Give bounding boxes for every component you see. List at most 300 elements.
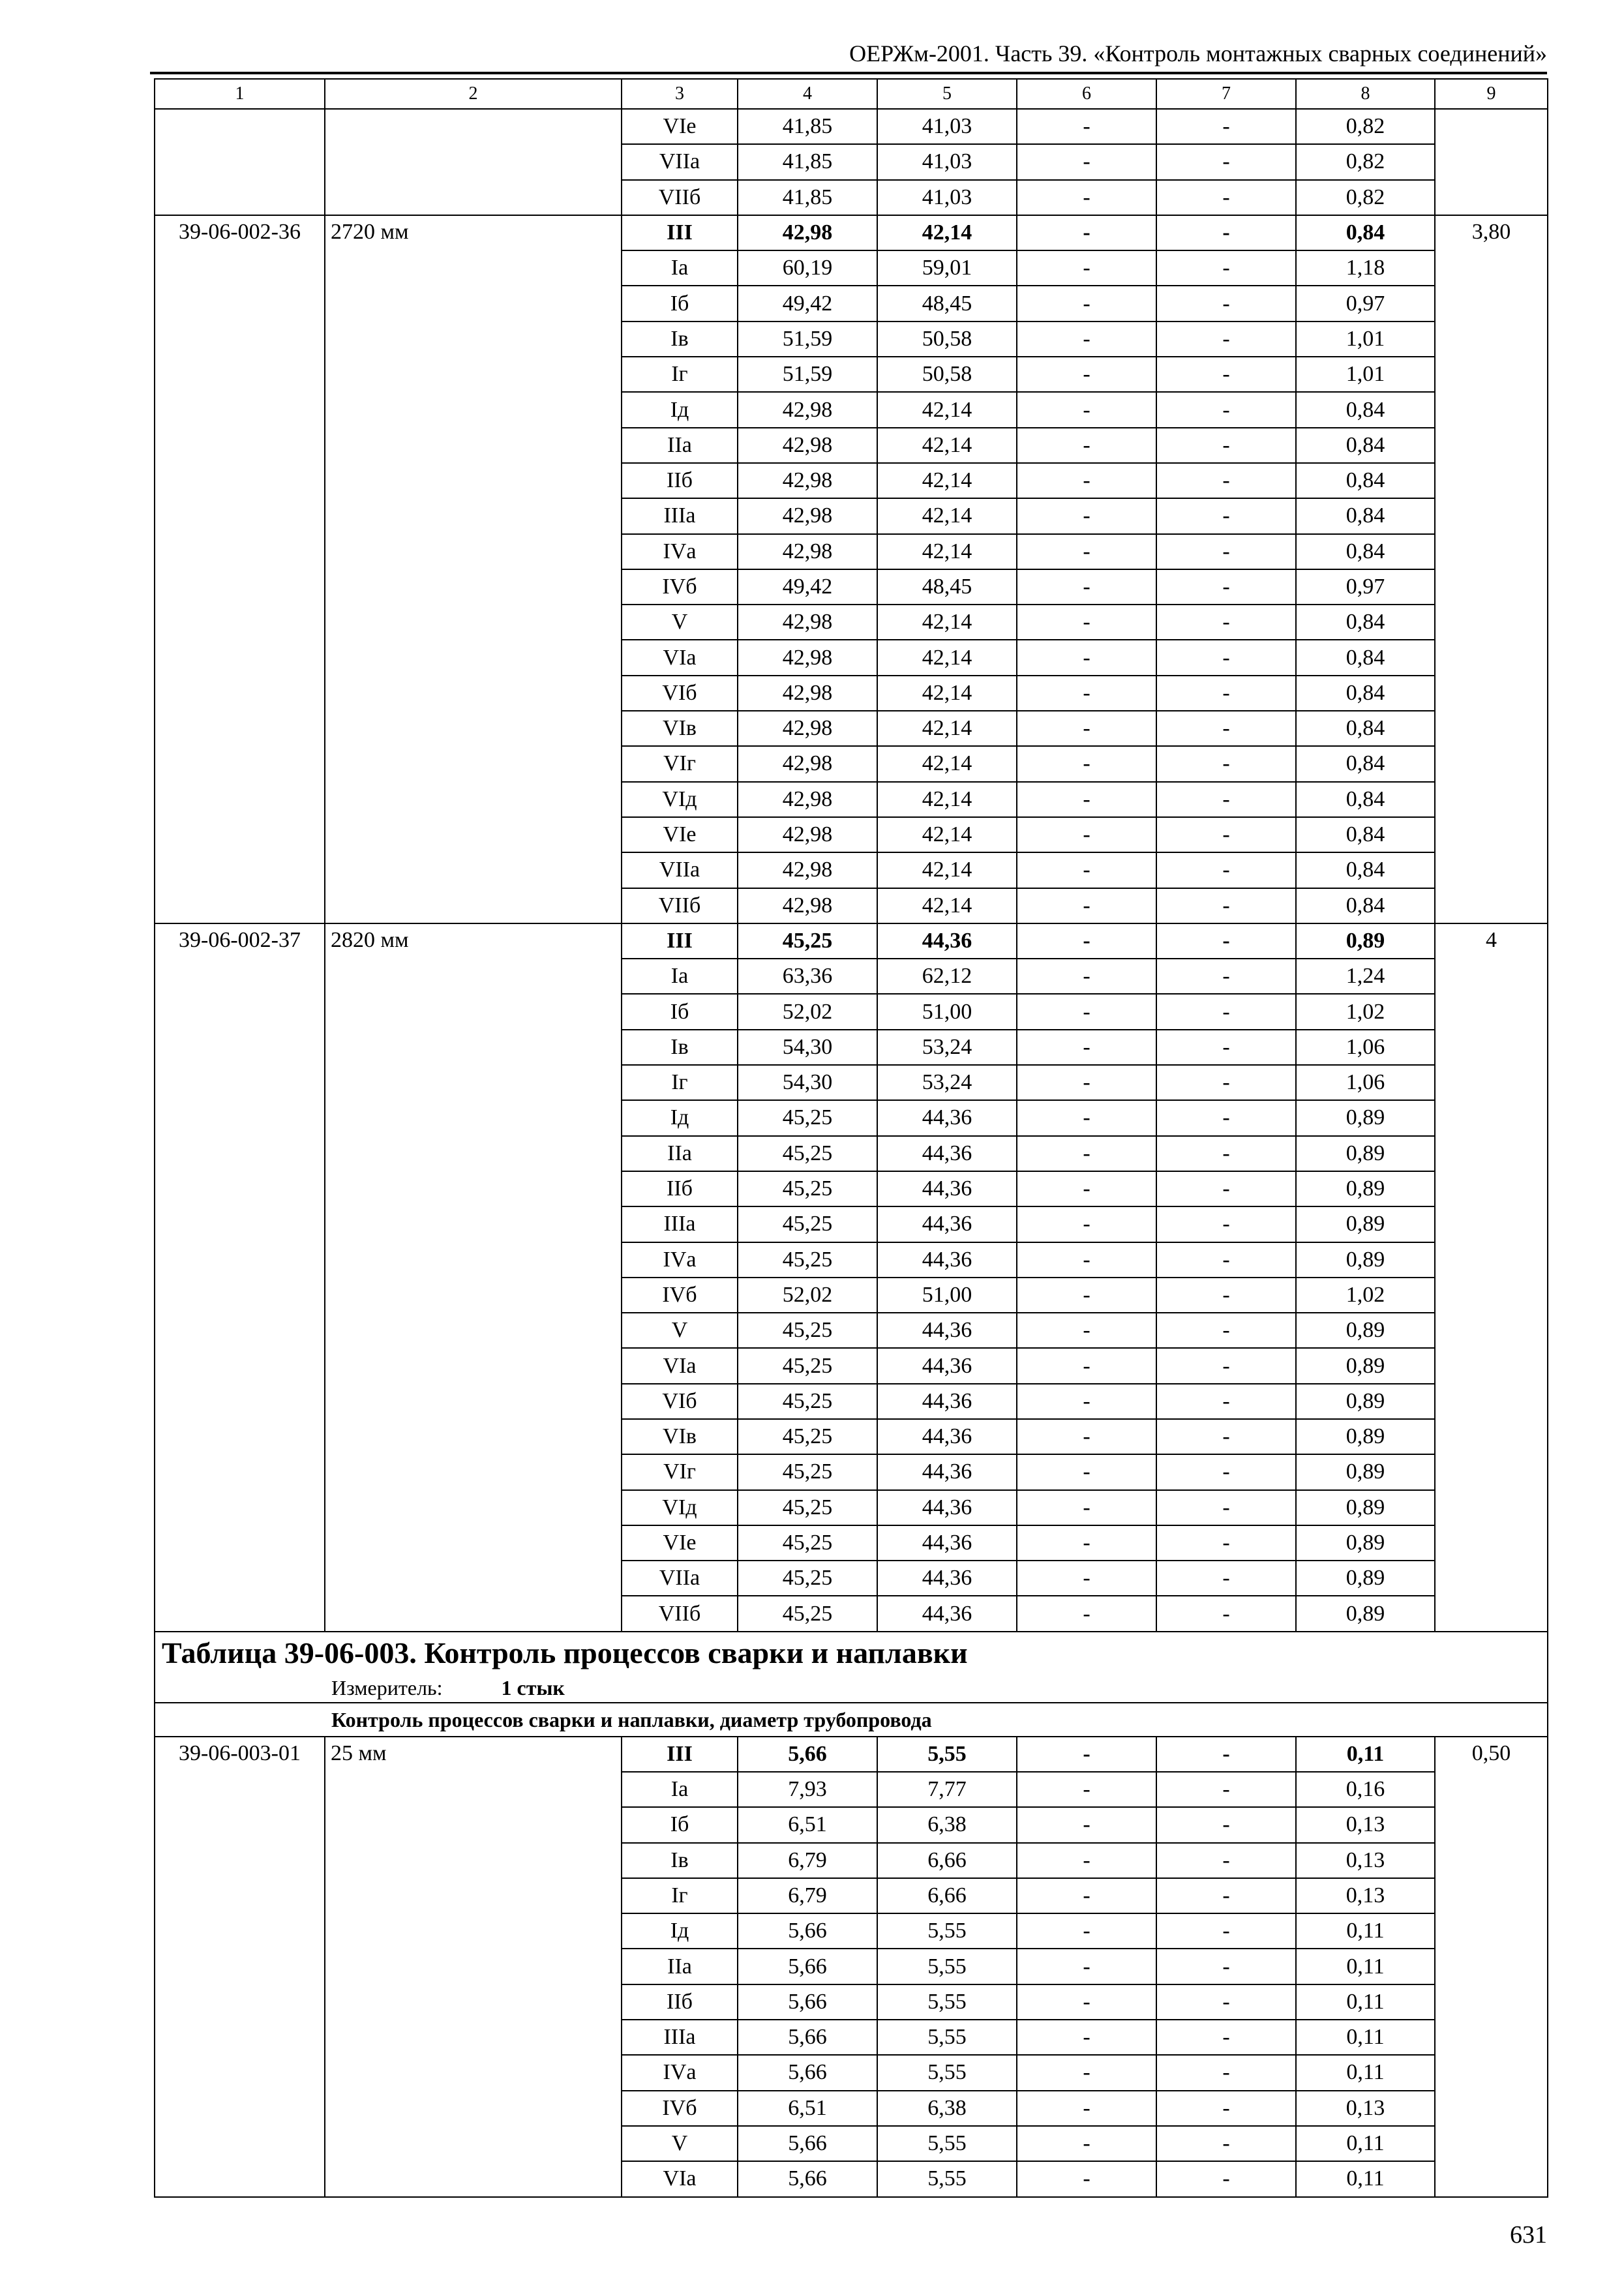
wages: 42,14	[877, 605, 1017, 640]
table-row	[155, 215, 1548, 250]
direct-costs: 42,98	[738, 215, 877, 250]
direct-costs: 42,98	[738, 676, 877, 711]
machine-costs: -	[1017, 1949, 1156, 1984]
zone-code: VIе	[622, 109, 738, 144]
direct-costs: 6,79	[738, 1878, 877, 1913]
direct-costs: 5,66	[738, 2161, 877, 2196]
direct-costs: 42,98	[738, 817, 877, 852]
machinist-wages: -	[1156, 534, 1296, 569]
machine-costs: -	[1017, 1100, 1156, 1135]
wages: 44,36	[877, 1525, 1017, 1561]
machine-costs: -	[1017, 286, 1156, 321]
materials: 0,89	[1296, 1348, 1435, 1383]
machinist-wages: -	[1156, 1807, 1296, 1842]
materials: 0,13	[1296, 1807, 1435, 1842]
measure-label: Измеритель:	[331, 1675, 443, 1699]
zone-code: IVа	[622, 2055, 738, 2090]
machine-costs: -	[1017, 250, 1156, 286]
materials: 0,89	[1296, 1561, 1435, 1596]
materials: 1,24	[1296, 959, 1435, 994]
direct-costs: 45,25	[738, 1313, 877, 1348]
direct-costs: 45,25	[738, 1171, 877, 1206]
materials: 0,84	[1296, 215, 1435, 250]
direct-costs: 45,25	[738, 1596, 877, 1631]
wages: 42,14	[877, 428, 1017, 463]
materials: 0,84	[1296, 498, 1435, 533]
wages: 42,14	[877, 215, 1017, 250]
machine-costs: -	[1017, 746, 1156, 781]
machinist-wages: -	[1156, 1313, 1296, 1348]
wages: 6,66	[877, 1878, 1017, 1913]
machinist-wages: -	[1156, 428, 1296, 463]
machine-costs: -	[1017, 1348, 1156, 1383]
zone-code: IVб	[622, 1278, 738, 1313]
machine-costs: -	[1017, 959, 1156, 994]
wages: 44,36	[877, 1348, 1017, 1383]
materials: 0,11	[1296, 2055, 1435, 2090]
materials: 0,84	[1296, 605, 1435, 640]
machinist-wages: -	[1156, 1242, 1296, 1278]
direct-costs: 45,25	[738, 1348, 877, 1383]
machine-costs: -	[1017, 923, 1156, 959]
materials: 0,11	[1296, 2161, 1435, 2196]
materials: 0,11	[1296, 1984, 1435, 2020]
zone-code: VIIа	[622, 144, 738, 179]
zone-code: IIб	[622, 1984, 738, 2020]
machinist-wages: -	[1156, 1206, 1296, 1242]
direct-costs: 45,25	[738, 1490, 877, 1525]
machine-costs: -	[1017, 1419, 1156, 1454]
machine-costs: -	[1017, 1878, 1156, 1913]
machine-costs: -	[1017, 994, 1156, 1029]
wages: 50,58	[877, 357, 1017, 392]
materials: 0,97	[1296, 286, 1435, 321]
zone-code: Iа	[622, 1772, 738, 1807]
machine-costs: -	[1017, 1913, 1156, 1949]
machine-costs: -	[1017, 1772, 1156, 1807]
machine-costs: -	[1017, 1843, 1156, 1878]
column-number: 8	[1296, 79, 1435, 109]
zone-code: III	[622, 923, 738, 959]
materials: 0,89	[1296, 1313, 1435, 1348]
zone-code: Iб	[622, 1807, 738, 1842]
machinist-wages: -	[1156, 2055, 1296, 2090]
wages: 42,14	[877, 711, 1017, 746]
machinist-wages: -	[1156, 1030, 1296, 1065]
direct-costs: 45,25	[738, 1206, 877, 1242]
column-number: 6	[1017, 79, 1156, 109]
materials: 0,13	[1296, 2091, 1435, 2126]
table-row	[155, 109, 1548, 144]
direct-costs: 52,02	[738, 1278, 877, 1313]
materials: 0,13	[1296, 1843, 1435, 1878]
wages: 44,36	[877, 1171, 1017, 1206]
table-row	[155, 923, 1548, 959]
rate-code: 39-06-002-36	[155, 215, 325, 923]
direct-costs: 42,98	[738, 640, 877, 675]
machinist-wages: -	[1156, 640, 1296, 675]
rate-code: 39-06-003-01	[155, 1737, 325, 2197]
machine-costs: -	[1017, 2020, 1156, 2055]
materials: 0,13	[1296, 1878, 1435, 1913]
machine-costs: -	[1017, 144, 1156, 179]
zone-code: VIв	[622, 1419, 738, 1454]
subtitle-row	[155, 1703, 1548, 1737]
direct-costs: 42,98	[738, 498, 877, 533]
machinist-wages: -	[1156, 1596, 1296, 1631]
direct-costs: 5,66	[738, 1984, 877, 2020]
wages: 53,24	[877, 1030, 1017, 1065]
direct-costs: 54,30	[738, 1030, 877, 1065]
materials: 0,89	[1296, 1596, 1435, 1631]
machinist-wages: -	[1156, 1772, 1296, 1807]
column-number: 3	[622, 79, 738, 109]
materials: 0,97	[1296, 569, 1435, 605]
zone-code: VIа	[622, 1348, 738, 1383]
materials: 0,84	[1296, 711, 1435, 746]
direct-costs: 6,79	[738, 1843, 877, 1878]
wages: 44,36	[877, 1242, 1017, 1278]
zone-code: IIа	[622, 1136, 738, 1171]
direct-costs: 45,25	[738, 1454, 877, 1489]
machinist-wages: -	[1156, 1949, 1296, 1984]
machinist-wages: -	[1156, 286, 1296, 321]
labor-norm: 4	[1435, 923, 1548, 1632]
direct-costs: 6,51	[738, 2091, 877, 2126]
zone-code: III	[622, 1737, 738, 1772]
rate-description: 25 мм	[325, 1737, 622, 2197]
machinist-wages: -	[1156, 852, 1296, 888]
materials: 0,11	[1296, 2020, 1435, 2055]
machine-costs: -	[1017, 1065, 1156, 1100]
machine-costs: -	[1017, 1384, 1156, 1419]
wages: 42,14	[877, 392, 1017, 427]
zone-code: VIIа	[622, 1561, 738, 1596]
direct-costs: 63,36	[738, 959, 877, 994]
labor-norm: 0,50	[1435, 1737, 1548, 2197]
direct-costs: 45,25	[738, 1561, 877, 1596]
materials: 0,11	[1296, 1913, 1435, 1949]
direct-costs: 45,25	[738, 1419, 877, 1454]
machinist-wages: -	[1156, 1878, 1296, 1913]
machinist-wages: -	[1156, 1384, 1296, 1419]
machine-costs: -	[1017, 357, 1156, 392]
direct-costs: 5,66	[738, 1737, 877, 1772]
wages: 44,36	[877, 1454, 1017, 1489]
machine-costs: -	[1017, 640, 1156, 675]
rate-code	[155, 109, 325, 215]
zone-code: IIIа	[622, 2020, 738, 2055]
direct-costs: 45,25	[738, 923, 877, 959]
zone-code: IIа	[622, 428, 738, 463]
column-number: 2	[325, 79, 622, 109]
wages: 42,14	[877, 817, 1017, 852]
machine-costs: -	[1017, 215, 1156, 250]
machine-costs: -	[1017, 534, 1156, 569]
materials: 0,84	[1296, 392, 1435, 427]
wages: 5,55	[877, 2055, 1017, 2090]
materials: 1,18	[1296, 250, 1435, 286]
wages: 42,14	[877, 640, 1017, 675]
direct-costs: 5,66	[738, 2055, 877, 2090]
materials: 0,84	[1296, 782, 1435, 817]
direct-costs: 54,30	[738, 1065, 877, 1100]
direct-costs: 42,98	[738, 392, 877, 427]
zone-code: IVа	[622, 534, 738, 569]
table-row	[155, 1737, 1548, 1772]
zone-code: VIд	[622, 1490, 738, 1525]
wages: 42,14	[877, 852, 1017, 888]
zone-code: IIIа	[622, 1206, 738, 1242]
zone-code: Iб	[622, 286, 738, 321]
machine-costs: -	[1017, 428, 1156, 463]
rate-description: 2720 мм	[325, 215, 622, 923]
machinist-wages: -	[1156, 180, 1296, 215]
wages: 6,66	[877, 1843, 1017, 1878]
wages: 6,38	[877, 2091, 1017, 2126]
zone-code: VIIа	[622, 852, 738, 888]
direct-costs: 45,25	[738, 1525, 877, 1561]
machinist-wages: -	[1156, 1984, 1296, 2020]
machine-costs: -	[1017, 569, 1156, 605]
wages: 59,01	[877, 250, 1017, 286]
machine-costs: -	[1017, 1454, 1156, 1489]
column-number: 4	[738, 79, 877, 109]
direct-costs: 60,19	[738, 250, 877, 286]
machine-costs: -	[1017, 888, 1156, 923]
direct-costs: 49,42	[738, 286, 877, 321]
zone-code: Iд	[622, 392, 738, 427]
wages: 51,00	[877, 994, 1017, 1029]
direct-costs: 42,98	[738, 428, 877, 463]
machinist-wages: -	[1156, 1348, 1296, 1383]
direct-costs: 42,98	[738, 852, 877, 888]
measure-cell	[155, 1673, 1548, 1703]
machine-costs: -	[1017, 322, 1156, 357]
zone-code: VIд	[622, 782, 738, 817]
wages: 44,36	[877, 1384, 1017, 1419]
machinist-wages: -	[1156, 2020, 1296, 2055]
running-header: ОЕРЖм-2001. Часть 39. «Контроль монтажных сварных соединений»	[150, 39, 1547, 74]
wages: 42,14	[877, 888, 1017, 923]
wages: 41,03	[877, 144, 1017, 179]
machinist-wages: -	[1156, 959, 1296, 994]
direct-costs: 5,66	[738, 1949, 877, 1984]
machinist-wages: -	[1156, 711, 1296, 746]
machinist-wages: -	[1156, 1065, 1296, 1100]
materials: 0,89	[1296, 1171, 1435, 1206]
wages: 44,36	[877, 1596, 1017, 1631]
zone-code: Iв	[622, 1030, 738, 1065]
machinist-wages: -	[1156, 322, 1296, 357]
materials: 0,89	[1296, 1454, 1435, 1489]
zone-code: IIб	[622, 1171, 738, 1206]
materials: 0,89	[1296, 1490, 1435, 1525]
machine-costs: -	[1017, 817, 1156, 852]
column-number: 7	[1156, 79, 1296, 109]
zone-code: IIIа	[622, 498, 738, 533]
machinist-wages: -	[1156, 357, 1296, 392]
zone-code: VIIб	[622, 180, 738, 215]
machinist-wages: -	[1156, 250, 1296, 286]
zone-code: Iг	[622, 1878, 738, 1913]
materials: 0,84	[1296, 534, 1435, 569]
zone-code: III	[622, 215, 738, 250]
direct-costs: 5,66	[738, 2020, 877, 2055]
machine-costs: -	[1017, 852, 1156, 888]
materials: 0,89	[1296, 1100, 1435, 1135]
machine-costs: -	[1017, 392, 1156, 427]
wages: 41,03	[877, 109, 1017, 144]
machinist-wages: -	[1156, 215, 1296, 250]
machinist-wages: -	[1156, 144, 1296, 179]
materials: 1,02	[1296, 994, 1435, 1029]
wages: 53,24	[877, 1065, 1017, 1100]
direct-costs: 7,93	[738, 1772, 877, 1807]
wages: 5,55	[877, 2161, 1017, 2196]
section-title-row	[155, 1632, 1548, 1673]
column-number-row	[155, 79, 1548, 109]
wages: 5,55	[877, 1913, 1017, 1949]
materials: 0,82	[1296, 180, 1435, 215]
machinist-wages: -	[1156, 605, 1296, 640]
direct-costs: 6,51	[738, 1807, 877, 1842]
machine-costs: -	[1017, 1561, 1156, 1596]
direct-costs: 42,98	[738, 888, 877, 923]
wages: 42,14	[877, 676, 1017, 711]
table-title: Таблица 39-06-003. Контроль процессов сварки и наплавки	[155, 1632, 1548, 1673]
machine-costs: -	[1017, 782, 1156, 817]
machine-costs: -	[1017, 1525, 1156, 1561]
rate-description	[325, 109, 622, 215]
machinist-wages: -	[1156, 569, 1296, 605]
machinist-wages: -	[1156, 994, 1296, 1029]
zone-code: VIе	[622, 1525, 738, 1561]
machinist-wages: -	[1156, 1843, 1296, 1878]
materials: 0,84	[1296, 463, 1435, 498]
zone-code: V	[622, 605, 738, 640]
machinist-wages: -	[1156, 1171, 1296, 1206]
zone-code: Iг	[622, 357, 738, 392]
labor-norm	[1435, 109, 1548, 215]
wages: 42,14	[877, 463, 1017, 498]
direct-costs: 45,25	[738, 1242, 877, 1278]
wages: 44,36	[877, 1490, 1017, 1525]
direct-costs: 52,02	[738, 994, 877, 1029]
direct-costs: 42,98	[738, 605, 877, 640]
machine-costs: -	[1017, 711, 1156, 746]
direct-costs: 42,98	[738, 746, 877, 781]
direct-costs: 41,85	[738, 144, 877, 179]
zone-code: Iа	[622, 959, 738, 994]
wages: 42,14	[877, 782, 1017, 817]
zone-code: VIб	[622, 1384, 738, 1419]
machinist-wages: -	[1156, 1737, 1296, 1772]
wages: 44,36	[877, 923, 1017, 959]
materials: 0,84	[1296, 817, 1435, 852]
wages: 48,45	[877, 569, 1017, 605]
materials: 1,06	[1296, 1030, 1435, 1065]
machine-costs: -	[1017, 1737, 1156, 1772]
materials: 0,11	[1296, 2126, 1435, 2161]
machine-costs: -	[1017, 2126, 1156, 2161]
wages: 6,38	[877, 1807, 1017, 1842]
zone-code: IIб	[622, 463, 738, 498]
machinist-wages: -	[1156, 1454, 1296, 1489]
machinist-wages: -	[1156, 498, 1296, 533]
measure-row	[155, 1673, 1548, 1703]
direct-costs: 51,59	[738, 322, 877, 357]
machinist-wages: -	[1156, 1913, 1296, 1949]
materials: 0,84	[1296, 888, 1435, 923]
wages: 44,36	[877, 1561, 1017, 1596]
zone-code: VIа	[622, 640, 738, 675]
materials: 0,84	[1296, 746, 1435, 781]
materials: 0,11	[1296, 1737, 1435, 1772]
materials: 0,16	[1296, 1772, 1435, 1807]
machine-costs: -	[1017, 1490, 1156, 1525]
machine-costs: -	[1017, 180, 1156, 215]
machinist-wages: -	[1156, 392, 1296, 427]
machinist-wages: -	[1156, 817, 1296, 852]
direct-costs: 5,66	[738, 1913, 877, 1949]
machine-costs: -	[1017, 2091, 1156, 2126]
zone-code: IVб	[622, 569, 738, 605]
wages: 44,36	[877, 1206, 1017, 1242]
wages: 44,36	[877, 1313, 1017, 1348]
machinist-wages: -	[1156, 1525, 1296, 1561]
machinist-wages: -	[1156, 2161, 1296, 2196]
machine-costs: -	[1017, 1030, 1156, 1065]
machine-costs: -	[1017, 463, 1156, 498]
direct-costs: 45,25	[738, 1100, 877, 1135]
zone-code: VIб	[622, 676, 738, 711]
wages: 51,00	[877, 1278, 1017, 1313]
machine-costs: -	[1017, 1171, 1156, 1206]
machine-costs: -	[1017, 2055, 1156, 2090]
machine-costs: -	[1017, 2161, 1156, 2196]
machine-costs: -	[1017, 109, 1156, 144]
machinist-wages: -	[1156, 923, 1296, 959]
direct-costs: 49,42	[738, 569, 877, 605]
materials: 0,84	[1296, 852, 1435, 888]
direct-costs: 42,98	[738, 782, 877, 817]
machinist-wages: -	[1156, 746, 1296, 781]
wages: 5,55	[877, 2126, 1017, 2161]
machine-costs: -	[1017, 1596, 1156, 1631]
wages: 7,77	[877, 1772, 1017, 1807]
zone-code: Iв	[622, 322, 738, 357]
machinist-wages: -	[1156, 1419, 1296, 1454]
machinist-wages: -	[1156, 1490, 1296, 1525]
zone-code: VIг	[622, 746, 738, 781]
direct-costs: 42,98	[738, 534, 877, 569]
machine-costs: -	[1017, 1807, 1156, 1842]
materials: 0,82	[1296, 144, 1435, 179]
zone-code: VIг	[622, 1454, 738, 1489]
measure-value: 1 стык	[501, 1675, 565, 1699]
materials: 0,89	[1296, 1525, 1435, 1561]
machinist-wages: -	[1156, 1136, 1296, 1171]
column-number: 9	[1435, 79, 1548, 109]
materials: 0,89	[1296, 1384, 1435, 1419]
zone-code: Iг	[622, 1065, 738, 1100]
machine-costs: -	[1017, 1242, 1156, 1278]
wages: 44,36	[877, 1100, 1017, 1135]
wages: 5,55	[877, 1737, 1017, 1772]
machine-costs: -	[1017, 676, 1156, 711]
materials: 1,01	[1296, 357, 1435, 392]
